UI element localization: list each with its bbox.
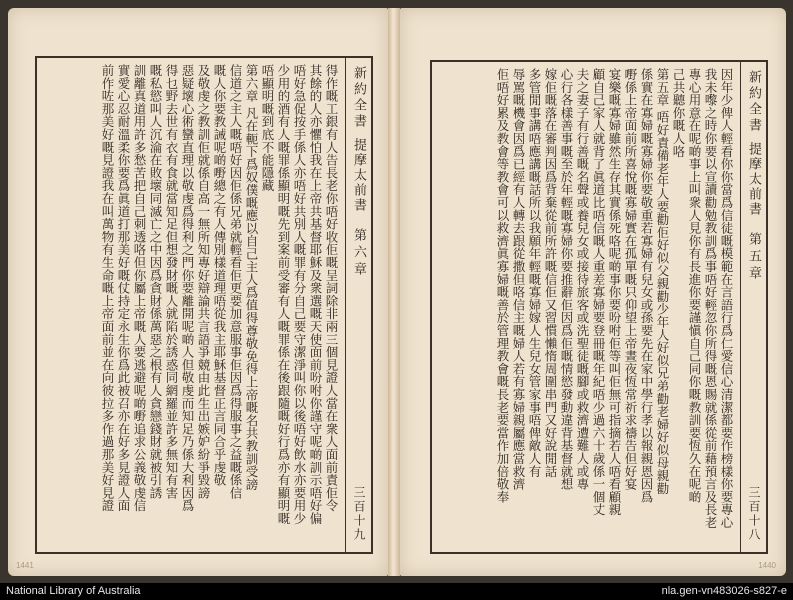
text-column: 專心用意在呢啲事上叫衆人見你有長進你要謹愼自己同你嘅教訓要恆久在呢啲 (687, 68, 702, 504)
left-text-columns (43, 64, 339, 546)
left-book-name: 提摩太前書 (351, 138, 366, 213)
text-column: 夫之妻子有行善嘅名聲或養兒女或接待旅客或洗聖徒嘅腳或救濟遭難人或專 (575, 68, 590, 491)
right-page-header (740, 62, 766, 552)
text-column: 及敬虔之教訓佢就係自高一無所知專好辯論共言語爭競由此生出嫉妒紛爭毀謗 (196, 64, 211, 500)
text-column: 實愛心忍耐溫柔你要爲眞道打那美好嘅仗持定永生你爲此被召亦在好多見證人面 (116, 64, 131, 512)
right-page-number: 三百十八 (747, 486, 761, 542)
text-column: 訓離真道用許多愁苦把自己刺透咯但你屬上帝嘅人要逃避呢啲嘢追求公義敬虔信 (132, 64, 147, 512)
footer-library-name: National Library of Australia (6, 585, 141, 597)
left-pencil-mark: 1441 (16, 561, 34, 570)
right-text-columns (438, 68, 734, 546)
text-column: 因年少俾人輕看你你當爲信徒嘅模範在言語行爲仁愛信心清潔都要作榜樣你要專心 (719, 68, 734, 529)
right-page (400, 8, 786, 576)
text-column: 嘅人你要教誡呢啲嘢總之有人傳別樣道理唔從我主耶穌基督正言同合乎虔敬 (212, 64, 227, 487)
text-column: 唔顯明嘅到底不能隱藏 (260, 64, 275, 192)
text-column: 惡疑壞心術蠻直理以敬虔爲得利之門你要離開呢啲人但敬虔而知足乃係大利因爲 (180, 64, 195, 512)
text-column: 得作嘅工銀有人告長老你唔好收佢嘅呈詞除非兩三個見證人當在衆人面前責佢令 (324, 64, 339, 512)
left-chapter-label: 第六章 (351, 228, 366, 279)
text-column: 係實在寡婦嘅寡婦你要敬重若寡婦有兒女或孫要先在家中學行孝以報親恩因爲 (639, 68, 654, 504)
text-column: 少用的酒有人嘅罪係顯明嘅先到案前受審有人嘅罪係在後跟隨嘅好行爲亦有顯明嘅 (276, 64, 291, 525)
archive-footer (0, 583, 793, 600)
left-page-number: 三百十九 (352, 486, 366, 542)
left-page-header (345, 58, 371, 552)
text-column: 嘢係上帝面前所喜悅嘅寡婦實在孤單嘅只仰望上帝晝夜恆常祈求禱告但好宴 (623, 68, 638, 491)
book-gutter (388, 8, 400, 576)
text-column: 前作咗那美好嘅見證我在叫萬物有生命嘅上帝面前並在向彼拉多作過那美好見證 (100, 64, 115, 512)
text-column: 唔好急促按手係人亦唔好共別人嘅罪有分自己要守潔淨叫你以後唔好飲水亦要用少 (292, 64, 307, 525)
text-column: 辱罵嘅機會因爲已經有人轉去跟從撒但咯信主嘅婦人若有寡婦親屬應當救濟 (511, 68, 526, 491)
text-column: 其餘的人亦懼怕我在上帝共基督耶穌及衆選嘅天使面前吩咐你謹守呢啲訓示唔好偏 (308, 64, 323, 525)
text-column: 顧自己家人就背了眞道比唔信嘅人重差寡婦要登冊嘅年紀唔少過六十歲係一個丈 (591, 68, 606, 516)
left-page (8, 8, 388, 576)
text-column: 宴樂嘅寡婦雖然生存其實係死咯呢啲事你要吩咐佢等叫佢無可指摘若人唔看顧親 (607, 68, 622, 516)
text-column: 心行各樣善事嘅至於年輕嘅寡婦你要推辭佢因爲佢嘅情慾發動違背基督就想 (559, 68, 574, 491)
right-pencil-mark: 1440 (758, 561, 776, 570)
right-book-name: 提摩太前書 (746, 142, 761, 217)
text-column: 多管閒事講唔應講嘅話所以我願年輕嘅寡婦嫁人生兒女管家事唔俾敵人有 (527, 68, 542, 478)
text-column: 得乜野去世有衣有食就當知足但想發財嘅人就陷於誘惑同網羅並許多無知有害 (164, 64, 179, 500)
text-column: 佢唔好累及教會等教會可以救濟眞寡婦嘅善於管理教會嘅長老要當作加倍敬奉 (495, 68, 510, 504)
text-column: 嘅私慾叫人沉淪在敗壞同滅亡之中因爲貪財係萬惡之根有人貪戀錢財就被引誘 (148, 64, 163, 500)
left-page-frame (35, 56, 373, 554)
text-column: 第五章 唔好責備老年人要勸佢好似父親勸少年人好似兄弟勸老婦好似母親勸 (655, 68, 670, 495)
footer-record-id: nla.gen-vn483026-s827-e (661, 585, 787, 597)
right-page-frame (430, 60, 768, 554)
text-column: 我未嚟之時你要以宣讀勸勉教訓爲事唔好輕忽你所得嘅恩賜就係從前藉預言及長老 (703, 68, 718, 529)
text-column: 己共聽你嘅人咯 (671, 68, 686, 158)
text-column: 信道之主人嘅唔好因佢係兄弟就輕看佢更要加意服事佢因爲得服事之益嘅係信 (228, 64, 243, 500)
text-column: 嫁佢嘅落在審判因爲背棄從前所許嘅信佢又習慣懶惰周圍串門又好說閒話 (543, 68, 558, 478)
left-book-title: 新約全書 (351, 66, 366, 130)
text-column: 第六章 凡在軛下爲奴僕嘅應以自己主人爲值得尊敬免得上帝嘅名共教訓受謗 (244, 64, 259, 491)
right-chapter-label: 第五章 (746, 232, 761, 283)
right-book-title: 新約全書 (746, 70, 761, 134)
